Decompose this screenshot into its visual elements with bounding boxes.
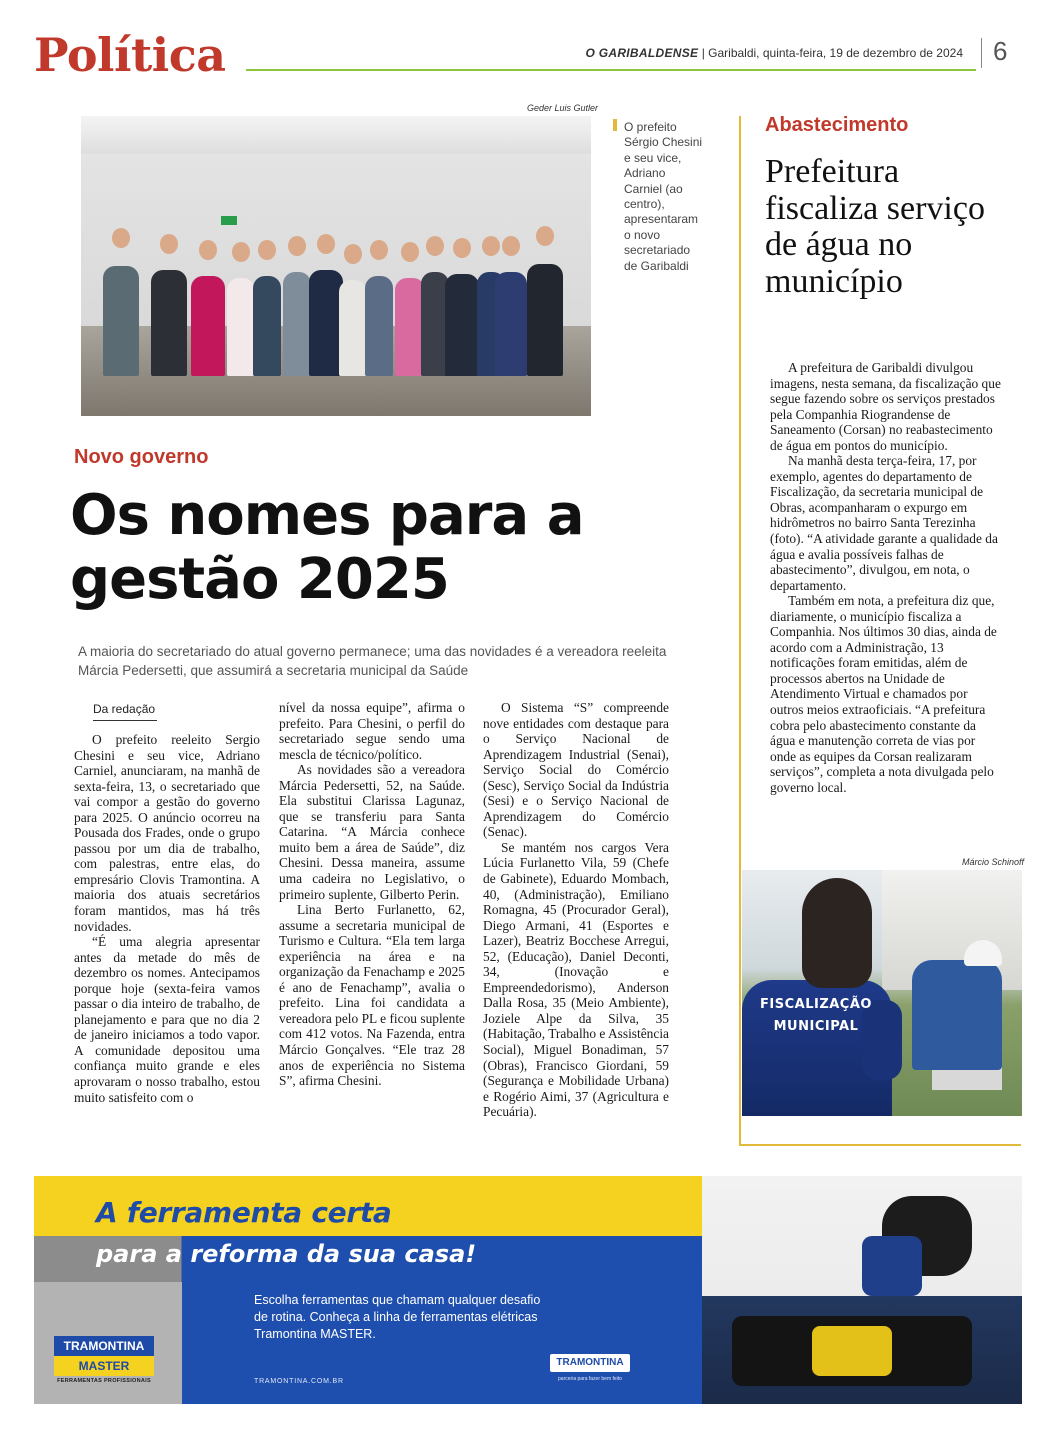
dateline-text: Garibaldi, quinta-feira, 19 de dezembro de 2024 bbox=[708, 46, 963, 60]
main-kicker: Novo governo bbox=[74, 446, 209, 468]
paragraph: O prefeito reeleito Sergio Chesini e seu vice, Adriano Carniel, anunciaram, na manhã de sexta-feira, 13, o secretariado que vai compor a gestão do governo para 2025. O anúncio ocorreu na Pousada dos Frades, onde o grupo passou por um dia de trabalho, com palestras, entre elas, do empresário Clovis Tramontina. A maioria dos atuais secretários foram mantidos, mas há três novidades. bbox=[74, 732, 260, 934]
side-kicker: Abastecimento bbox=[765, 114, 909, 136]
paragraph: Se mantém nos cargos Vera Lúcia Furlanetto Vila, 59 (Chefe de Gabinete), Eduardo Mombach, 40, (Administração), Emiliano Romagna, 45 (Procurador Geral), Diego Armani, 41 (Esportes e Lazer), Beatriz Bocchese Arregui, 52, (Educação), Daniel Deconti, 34, (Inovação e Empreendedorismo), Anderson Dalla Rosa, 35 (Meio Ambiente), Joziele Alpe da Silva, 35 (Habitação, Trabalho e Assistência Social), Miguel Bonadiman, 57 (Obras), Francisco Giordani, 59 (Segurança e Mobilidade Urbana) e Rogério Aimi, 37 (Agricultura e Pecuária). bbox=[483, 839, 669, 1120]
paragraph: A prefeitura de Garibaldi divulgou imagens, nesta semana, da fiscalização que segue fazendo sobre os serviços prestados pela Companhia Riograndense de Saneamento (Corsan) no reabastecimento de água em pontos do município. bbox=[770, 360, 1001, 453]
ad-subheadline: para a reforma da sua casa! bbox=[96, 1240, 477, 1268]
photo-caption: O prefeito Sérgio Chesini e seu vice, Adriano Carniel (ao centro), apresentaram o novo secretariado de Garibaldi bbox=[624, 120, 703, 273]
side-photo-credit: Márcio Schinoff bbox=[962, 857, 1025, 867]
drill-icon bbox=[862, 1236, 922, 1296]
inspection-photo bbox=[742, 870, 1022, 1116]
page-number: 6 bbox=[993, 36, 1008, 66]
byline: Da redação bbox=[93, 702, 157, 721]
logo-mid-text: MASTER bbox=[54, 1356, 154, 1376]
paragraph: nível da nossa equipe”, afirma o prefeito. Para Chesini, o perfil do secretariado segue sendo uma mescla de técnico/político. bbox=[279, 700, 465, 762]
paragraph: “É uma alegria apresentar antes da metade do mês de dezembro os nomes. Antecipamos porque hoje (sexta-feira vamos passar o dia inteiro de trabalho, de planejamento e para que no dia 2 de janeiro iniciamos a todo vapor. A comunidade depositou uma confiança muito grande e eles aprovaram o nosso trabalho, estou muito satisfeito com o bbox=[74, 934, 260, 1105]
page-number-divider bbox=[981, 38, 982, 68]
side-article-body bbox=[770, 360, 1002, 795]
tramontina-logo: TRAMONTINA bbox=[550, 1354, 630, 1372]
ad-body-text: Escolha ferramentas que chamam qualquer desafio de rotina. Conheça a linha de ferramentas elétricas Tramontina MASTER. bbox=[254, 1293, 541, 1341]
logo-sub-text: FERRAMENTAS PROFISSIONAIS bbox=[57, 1378, 151, 1384]
publication-name: O GARIBALDENSE bbox=[585, 46, 699, 60]
tramontina-advertisement[interactable] bbox=[34, 1176, 1022, 1404]
header-separator: | bbox=[701, 46, 705, 60]
ad-photo bbox=[702, 1176, 1022, 1404]
paragraph: O Sistema “S” compreende nove entidades com destaque para o Serviço Nacional de Aprendizagem Industrial (Senai), Serviço Social do Comércio (Sesc), Serviço Social da Indústria (Sesi) e o Serviço Nacional de Aprendizagem do Comércio (Senac). bbox=[483, 700, 669, 840]
article-column-3 bbox=[483, 700, 669, 1120]
ad-headline: A ferramenta certa bbox=[96, 1196, 392, 1229]
caption-marker bbox=[613, 119, 617, 131]
sidebar-bottom-rule bbox=[739, 1144, 1021, 1146]
tramontina-master-logo bbox=[54, 1336, 154, 1384]
main-headline: Os nomes para a gestão 2025 bbox=[70, 483, 584, 612]
dateline bbox=[585, 46, 963, 60]
article-column-2 bbox=[279, 700, 465, 1089]
section-title: Política bbox=[34, 28, 226, 82]
paragraph: Na manhã desta terça-feira, 17, por exemplo, agentes do departamento de Fiscalização, da secretaria municipal de Obras, acompanharam o expurgo em hidrômetros no bairro Santa Terezinha (foto). “A atividade garante a qualidade da água e avalia possíveis falhas de abastecimento”, divulgou, em nota, o departamento. bbox=[770, 453, 998, 593]
photo-credit: Geder Luis Gutler bbox=[527, 103, 599, 113]
paragraph: Também em nota, a prefeitura diz que, diariamente, o município fiscaliza a Companhia. Nos últimos 30 dias, ainda de acordo com a Administração, 13 notificações foram emitidas, além de processos abertos na Unidade de Atendimento Virtual e chamados por outros meios extraoficiais. “A prefeitura cobra pelo abastecimento constante da água e manutenção correta de vias por onde as equipes da Corsan realizaram serviços”, completa a nota divulgada pelo governo local. bbox=[770, 593, 997, 795]
vest-lettering: FISCALIZAÇÃO MUNICIPAL bbox=[760, 997, 872, 1034]
header-rule bbox=[246, 69, 976, 71]
brand-tagline: parceria para fazer bem feito bbox=[558, 1376, 622, 1382]
group-photo bbox=[81, 116, 591, 416]
side-headline: Prefeitura fiscaliza serviço de água no município bbox=[765, 153, 985, 300]
article-column-1 bbox=[74, 732, 260, 1105]
ad-url[interactable]: TRAMONTINA.COM.BR bbox=[254, 1378, 344, 1385]
main-dek: A maioria do secretariado do atual governo permanece; uma das novidades é a vereadora reeleita Márcia Pedersetti, que assumirá a secretaria municipal da Saúde bbox=[78, 644, 667, 678]
sidebar-rule bbox=[739, 116, 741, 1146]
paragraph: Lina Berto Furlanetto, 62, assume a secretaria municipal de Turismo e Cultura. “Ela tem larga experiência na área e na organização da Fenachamp e 2025 é ano de Fenachamp”, avalia o prefeito. Lina foi candidata a vereadora pelo PL e ficou suplente com 412 votos. Na Fazenda, entra Márcio Gonçalves. “Ele traz 28 anos de experiência no Sistema S”, afirma Chesini. bbox=[279, 902, 465, 1089]
logo-top-text: TRAMONTINA bbox=[54, 1336, 154, 1356]
paragraph: As novidades são a vereadora Márcia Pedersetti, 52, na Saúde. Ela substitui Clarissa Lagunaz, que se transferiu para Santa Catarina. “A Márcia conhece muito bem a área de Saúde”, diz Chesini. Dessa maneira, assume uma cadeira no Legislativo, o primeiro suplente, Gilberto Perin. bbox=[279, 762, 465, 902]
